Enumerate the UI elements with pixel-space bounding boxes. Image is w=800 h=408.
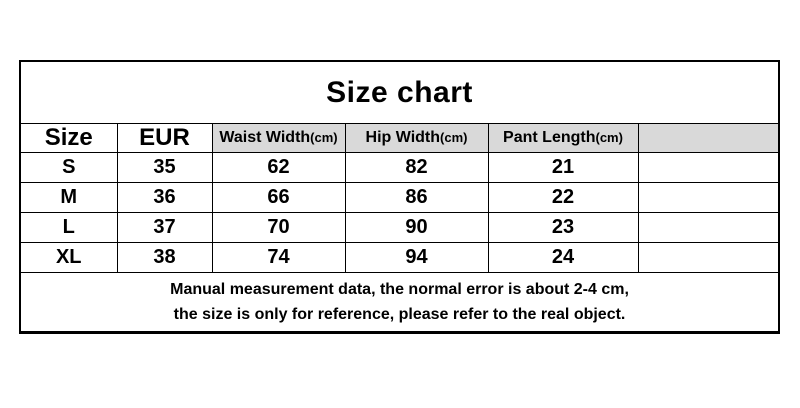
cell-eur: 36 bbox=[117, 183, 212, 213]
column-header-hip-width-unit: (cm) bbox=[440, 130, 468, 145]
title-row bbox=[20, 61, 779, 124]
column-header-waist-width-unit: (cm) bbox=[310, 130, 338, 145]
cell-hip: 86 bbox=[345, 183, 488, 213]
column-header-pant-length-label: Pant Length bbox=[503, 129, 596, 146]
cell-hip: 94 bbox=[345, 243, 488, 273]
cell-waist: 66 bbox=[212, 183, 345, 213]
column-header-hip-width bbox=[345, 124, 488, 153]
column-header-empty bbox=[638, 124, 779, 153]
column-header-pant-length-unit: (cm) bbox=[595, 130, 623, 145]
column-header-eur bbox=[117, 124, 212, 153]
cell-eur: 38 bbox=[117, 243, 212, 273]
cell-hip: 90 bbox=[345, 213, 488, 243]
column-header-waist-width-label: Waist Width bbox=[219, 129, 311, 146]
cell-empty bbox=[638, 243, 779, 273]
column-header-waist-width bbox=[212, 124, 345, 153]
cell-pant: 24 bbox=[488, 243, 638, 273]
cell-eur: 35 bbox=[117, 153, 212, 183]
column-header-pant-length bbox=[488, 124, 638, 153]
size-chart-title: Size chart bbox=[20, 61, 779, 124]
table-row-l bbox=[20, 213, 779, 243]
cell-pant: 23 bbox=[488, 213, 638, 243]
header-row bbox=[20, 124, 779, 153]
measurement-note-line-1: Manual measurement data, the normal error is about 2-4 cm, bbox=[170, 281, 629, 298]
size-chart-table bbox=[19, 60, 780, 334]
cell-size: XL bbox=[20, 243, 117, 273]
cell-hip: 82 bbox=[345, 153, 488, 183]
cell-empty bbox=[638, 153, 779, 183]
cell-waist: 74 bbox=[212, 243, 345, 273]
cell-size: M bbox=[20, 183, 117, 213]
measurement-note bbox=[20, 273, 779, 333]
column-header-hip-width-label: Hip Width bbox=[365, 129, 441, 146]
cell-eur: 37 bbox=[117, 213, 212, 243]
cell-waist: 70 bbox=[212, 213, 345, 243]
cell-empty bbox=[638, 183, 779, 213]
footnote-row bbox=[20, 273, 779, 333]
size-chart bbox=[19, 60, 780, 334]
table-row-xl bbox=[20, 243, 779, 273]
cell-waist: 62 bbox=[212, 153, 345, 183]
column-header-size-label: Size bbox=[44, 124, 93, 151]
table-row-s bbox=[20, 153, 779, 183]
measurement-note-line-2: the size is only for reference, please refer to the real object. bbox=[173, 306, 626, 323]
cell-size: S bbox=[20, 153, 117, 183]
cell-size: L bbox=[20, 213, 117, 243]
cell-pant: 22 bbox=[488, 183, 638, 213]
cell-pant: 21 bbox=[488, 153, 638, 183]
table-row-m bbox=[20, 183, 779, 213]
cell-empty bbox=[638, 213, 779, 243]
column-header-size bbox=[20, 124, 117, 153]
column-header-eur-label: EUR bbox=[139, 124, 190, 151]
